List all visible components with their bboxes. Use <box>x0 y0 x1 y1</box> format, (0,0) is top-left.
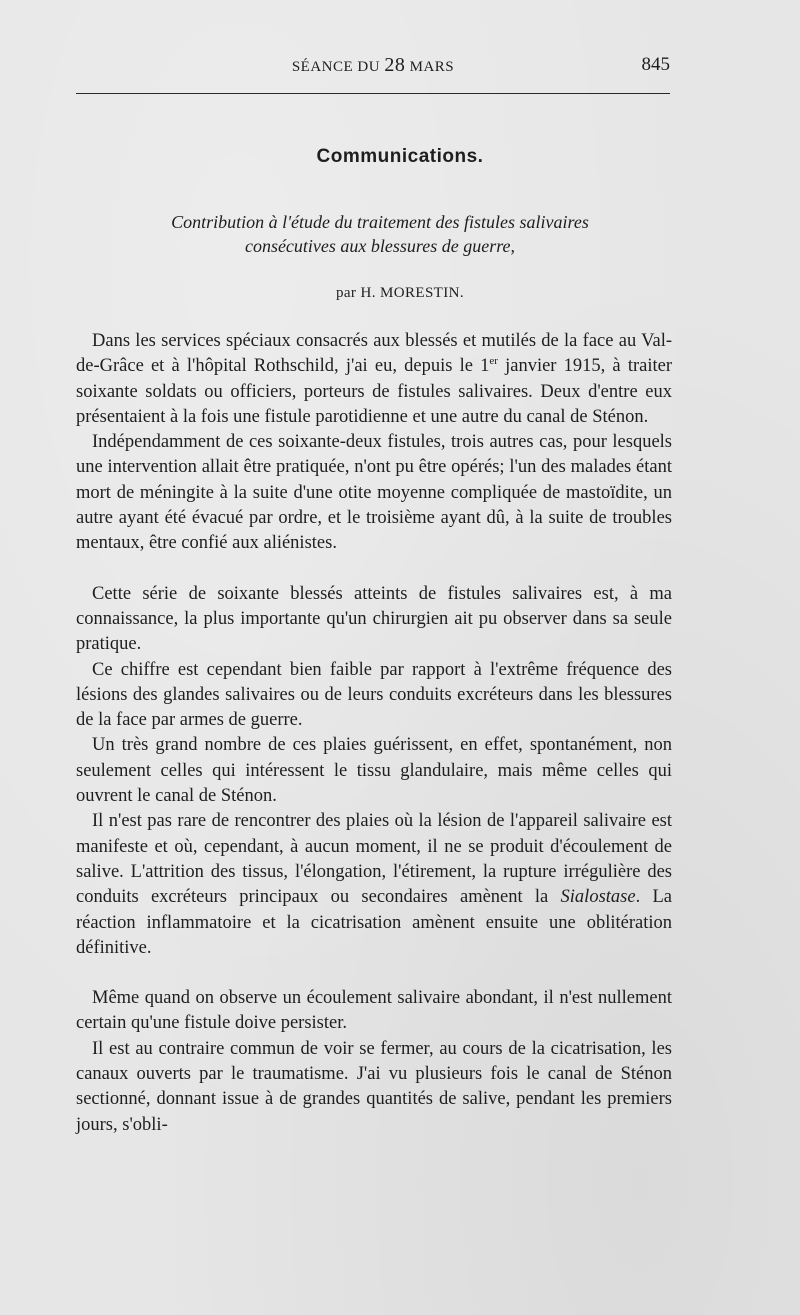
section-title: Communications. <box>316 146 484 167</box>
running-title-prefix: SÉANCE DU <box>291 59 381 75</box>
article-body <box>76 329 672 1138</box>
article-title-line-2: consécutives aux blessures de guerre, <box>244 236 516 256</box>
article-title <box>100 210 660 258</box>
author-byline: par H. MORESTIN. <box>335 285 465 301</box>
paragraph-4: Ce chiffre est cependant bien faible par rapport à l'extrême fréquence des lésions des glandes salivaires ou de leurs conduits excréteurs dans les blessures de la face par armes de guerre. <box>76 659 672 731</box>
paragraph-6 <box>76 809 672 961</box>
paragraph-1-text-a: Dans les services spéciaux consacrés aux blessés et mutilés de la face au Val-de-Grâce et à l'hôpital Rothschild, j'ai eu, depuis le 1 <box>76 331 672 377</box>
page-number: 845 <box>641 54 670 75</box>
paragraph-1 <box>76 329 672 430</box>
paragraph-6-text-b: . La réaction inflammatoire et la cicatrisation amènent ensuite une oblitération définitive. <box>76 887 672 958</box>
paragraph-8: Il est au contraire commun de voir se fermer, au cours de la cicatrisation, les canaux ouverts par le traumatisme. J'ai vu plusieurs fois le canal de Sténon sectionné, donnant issue à de grandes quantités de salive, pendant les premiers jours, s'obli- <box>76 1038 672 1135</box>
running-head <box>76 54 670 78</box>
paragraph-3: Cette série de soixante blessés atteints de fistules salivaires est, à ma connaissance, la plus importante qu'un chirurgien ait pu observer dans sa seule pratique. <box>76 583 672 655</box>
running-title-day: 28 <box>384 54 406 76</box>
ordinal-superscript: er <box>489 355 498 368</box>
paragraph-6-text-a: Il n'est pas rare de rencontrer des plaies où la lésion de l'appareil salivaire est manifeste et où, cependant, à aucun moment, il ne se produit d'écoulement de salive. L'attrition des tissus, l'élongation, l'étirement, la rupture irrégulière des conduits excréteurs principaux ou secondaires amènent la <box>76 811 672 908</box>
running-title <box>76 54 670 77</box>
paragraph-2: Indépendamment de ces soixante-deux fistules, trois autres cas, pour lesquels une intervention allait être pratiquée, n'ont pu être opérés; l'un des malades étant mort de méningite à la suite d'une otite moyenne compliquée de mastoïdite, un autre ayant été évacué par ordre, et le troisième ayant dû, à la suite de troubles mentaux, être confié aux aliénistes. <box>76 432 672 554</box>
paragraph-5: Un très grand nombre de ces plaies guérissent, en effet, spontanément, non seulement celles qui intéressent le tissu glandulaire, mais même celles qui ouvrent le canal de Sténon. <box>76 735 672 807</box>
sialostase-term: Sialostase <box>560 887 636 908</box>
running-title-suffix: MARS <box>409 59 455 75</box>
paragraph-1-text-b: janvier 1915, à traiter soixante soldats ou officiers, porteurs de fistules salivaires. Deux d'entre eux présentaient à la fois une fistule parotidienne et une autre du canal de Sténon. <box>76 356 672 427</box>
article-title-line-1: Contribution à l'étude du traitement des fistules salivaires <box>171 212 589 232</box>
header-rule <box>76 93 670 94</box>
paragraph-7: Même quand on observe un écoulement salivaire abondant, il n'est nullement certain qu'une fistule doive persister. <box>76 988 672 1034</box>
